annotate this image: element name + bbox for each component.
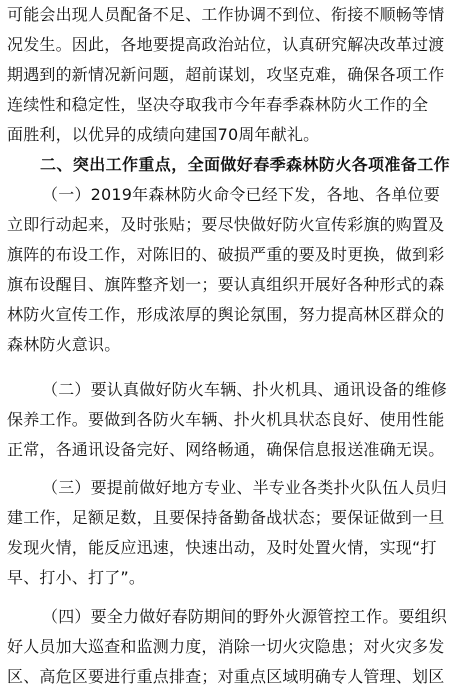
paragraph-first-line: （三）要提前做好地方专业、半专业各类扑火队伍人员归 <box>42 478 448 497</box>
text-line: 早、打小、打了”。 <box>7 568 146 587</box>
paragraph-first-line: （四）要全力做好春防期间的野外火源管控工作。要组织 <box>42 607 448 626</box>
text-line: 保养工作。要做到各防火车辆、扑火机具状态良好、使用性能 <box>7 410 445 429</box>
text-line: 好人员加大巡查和监测力度，消除一切火灾隐患；对火灾多发 <box>7 637 445 656</box>
text-line: 发现火情，能反应迅速，快速出动，及时处置火情，实现“打 <box>7 538 437 557</box>
text-line: 面胜利，以优异的成绩向建国70周年献礼。 <box>7 125 320 144</box>
paragraph-first-line: （一）2019年森林防火命令已经下发，各地、各单位要 <box>42 185 440 204</box>
text-line: 林防火宣传工作，形成浓厚的舆论氛围，努力提高林区群众的 <box>7 305 445 324</box>
text-line: 正常，各通讯设备完好、网络畅通，确保信息报送准确无误。 <box>7 440 445 459</box>
text-line: 旗阵的布设工作，对陈旧的、破损严重的要及时更换，做到彩 <box>7 245 445 264</box>
text-line: 森林防火意识。 <box>7 335 121 354</box>
text-line: 建工作，足额足数，且要保持备勤备战状态；要保证做到一旦 <box>7 508 445 527</box>
paragraph-first-line: （二）要认真做好防火车辆、扑火机具、通讯设备的维修 <box>42 380 448 399</box>
text-line: 况发生。因此，各地要提高政治站位，认真研究解决改革过渡 <box>7 35 445 54</box>
text-line: 期遇到的新情况新问题，超前谋划，攻坚克难，确保各项工作 <box>7 65 445 84</box>
text-line: 立即行动起来，及时张贴；要尽快做好防火宣传彩旗的购置及 <box>7 215 445 234</box>
text-line: 旗布设醒目、旗阵整齐划一；要认真组织开展好各种形式的森 <box>7 275 445 294</box>
text-line: 可能会出现人员配备不足、工作协调不到位、衔接不顺畅等情 <box>7 5 445 24</box>
text-line: 区、高危区要进行重点排查；对重点区域明确专人管理、划区 <box>7 667 445 686</box>
section-heading: 二、突出工作重点，全面做好春季森林防火各项准备工作 <box>40 155 451 174</box>
text-line: 连续性和稳定性，坚决夺取我市今年春季森林防火工作的全 <box>7 95 429 114</box>
